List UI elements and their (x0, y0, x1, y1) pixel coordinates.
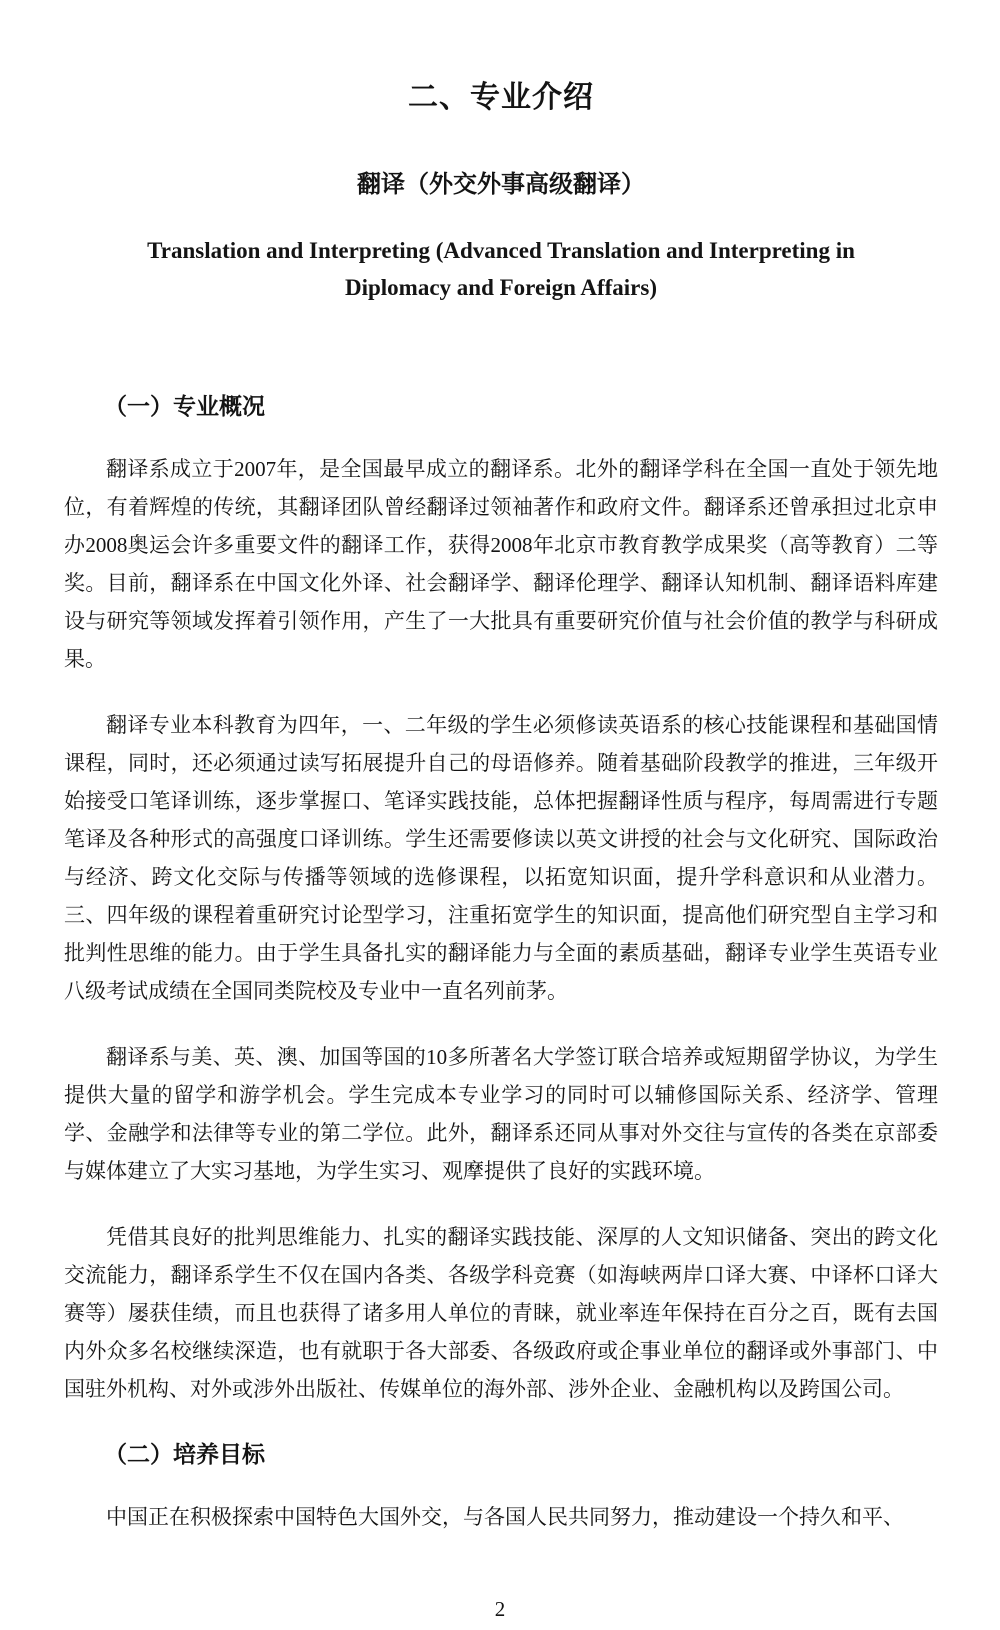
section-overview (64, 390, 938, 1408)
subtitle-en-line1: Translation and Interpreting (Advanced Translation and Interpreting in (147, 238, 855, 263)
section-heading-overview: （一）专业概况 (104, 394, 265, 419)
section-heading-objectives: （二）培养目标 (104, 1442, 265, 1467)
paragraph-history: 翻译系成立于2007年，是全国最早成立的翻译系。北外的翻译学科在全国一直处于领先地位，有着辉煌的传统，其翻译团队曾经翻译过领袖著作和政府文件。翻译系还曾承担过北京申办2008奥运会许多重要文件的翻译工作，获得2008年北京市教育教学成果奖（高等教育）二等奖。目前，翻译系在中国文化外译、社会翻译学、翻译伦理学、翻译认知机制、翻译语料库建设与研究等领域发挥着引领作用，产生了一大批具有重要研究价值与社会价值的教学与科研成果。 (64, 457, 938, 671)
paragraph-employment: 凭借其良好的批判思维能力、扎实的翻译实践技能、深厚的人文知识储备、突出的跨文化交流能力，翻译系学生不仅在国内各类、各级学科竞赛（如海峡两岸口译大赛、中译杯口译大赛等）屡获佳绩，而且也获得了诸多用人单位的青睐，就业率连年保持在百分之百，既有去国内外众多名校继续深造，也有就职于各大部委、各级政府或企事业单位的翻译或外事部门、中国驻外机构、对外或涉外出版社、传媒单位的海外部、涉外企业、金融机构以及跨国公司。 (64, 1225, 938, 1401)
paragraph-exchange: 翻译系与美、英、澳、加国等国的10多所著名大学签订联合培养或短期留学协议，为学生提供大量的留学和游学机会。学生完成本专业学习的同时可以辅修国际关系、经济学、管理学、金融学和法律等专业的第二学位。此外，翻译系还同从事对外交往与宣传的各类在京部委与媒体建立了大实习基地，为学生实习、观摩提供了良好的实践环境。 (64, 1045, 938, 1183)
document-subtitle-zh: 翻译（外交外事高级翻译） (357, 172, 645, 198)
document-title: 二、专业介绍 (408, 81, 594, 114)
page-number: 2 (494, 1597, 506, 1621)
section-objectives (64, 1438, 938, 1536)
paragraph-curriculum: 翻译专业本科教育为四年，一、二年级的学生必须修读英语系的核心技能课程和基础国情课程，同时，还必须通过读写拓展提升自己的母语修养。随着基础阶段教学的推进，三年级开始接受口笔译训练，逐步掌握口、笔译实践技能，总体把握翻译性质与程序，每周需进行专题笔译及各种形式的高强度口译训练。学生还需要修读以英文讲授的社会与文化研究、国际政治与经济、跨文化交际与传播等领域的选修课程，以拓宽知识面，提升学科意识和从业潜力。三、四年级的课程着重研究讨论型学习，注重拓宽学生的知识面，提高他们研究型自主学习和批判性思维的能力。由于学生具备扎实的翻译能力与全面的素质基础，翻译专业学生英语专业八级考试成绩在全国同类院校及专业中一直名列前茅。 (64, 713, 938, 1003)
paragraph-objectives-intro: 中国正在积极探索中国特色大国外交，与各国人民共同努力，推动建设一个持久和平、 (106, 1505, 904, 1529)
subtitle-en-line2: Diplomacy and Foreign Affairs) (345, 275, 657, 300)
document-subtitle-en (64, 232, 938, 306)
